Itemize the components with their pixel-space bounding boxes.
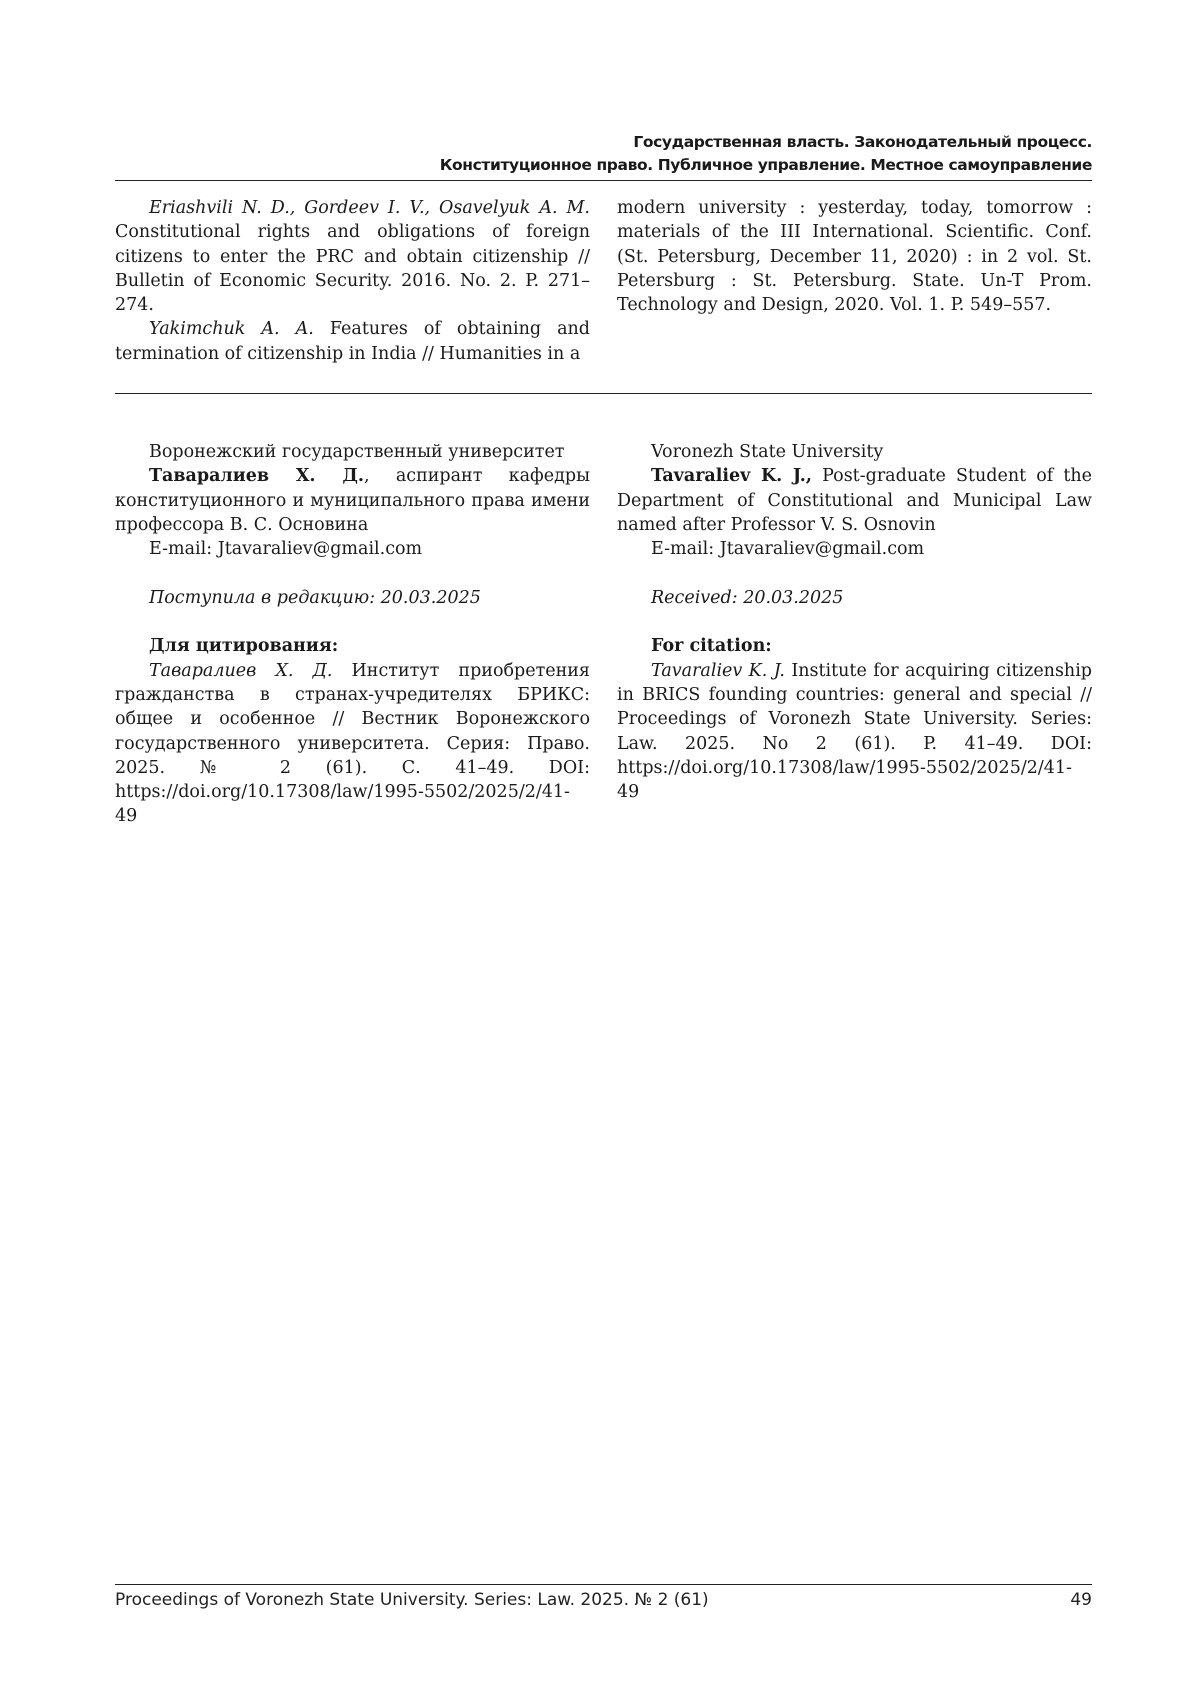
author-position: Post-graduate Student of the Department of Constitutional and Municipal Law named after Professor V. S. Osnovin [617,466,1092,535]
reference-authors: Yakimchuk A. A. [149,319,314,339]
reference-text: Features of obtaining and termination of citizenship in India // Humanities in a [115,319,590,363]
footer-rule [115,1584,1092,1585]
citation-heading: For citation: [617,634,1092,658]
header-rule [115,180,1092,181]
author-position: , аспирант кафедры конституционного и муниципального права имени профессора В. С. Основина [115,466,590,535]
university-name: Воронежский государственный университет [115,440,590,464]
citation-author: Tavaraliev K. J. [651,661,785,681]
citation-heading: Для цитирования: [115,634,590,658]
reference-item [115,196,590,317]
page-footer [115,1588,1092,1612]
received-date: Поступила в редакцию: 20.03.2025 [115,586,590,610]
received-date: Received: 20.03.2025 [617,586,1092,610]
running-head [115,131,1092,177]
references-right-column [617,196,1092,317]
author-name: Tavaraliev K. J., [651,466,812,486]
author-info-ru [115,440,590,829]
university-name: Voronezh State University [617,440,1092,464]
author-email: E-mail: Jtavaraliev@gmail.com [617,537,1092,561]
author-details [617,464,1092,537]
citation-text: Таваралиев Х. Д. Институт приобретения гражданства в странах-учредителях БРИКС: общее и особенное // Вестник Воронежского государственного университета. Серия: Право. 2025. № 2 (61). С. 41–49. DOI: https://doi.org/10.17308/law/1995-5502/2025/2/41-49 [115,659,590,829]
reference-authors: Eriashvili N. D., Gordeev I. V., Osavelyuk A. M. [149,198,590,218]
references-left-column [115,196,590,366]
running-head-line2: Конституционное право. Публичное управление. Местное самоуправление [115,154,1092,177]
author-email: E-mail: Jtavaraliev@gmail.com [115,537,590,561]
reference-item [115,317,590,366]
section-rule [115,393,1092,394]
page-number: 49 [1070,1588,1092,1612]
reference-continuation: modern university : yesterday, today, tomorrow : materials of the III International. Scientific. Conf. (St. Petersburg, December 11, 2020) : in 2 vol. St. Petersburg : St. Petersburg. State. Un-T Prom. Technology and Design, 2020. Vol. 1. P. 549–557. [617,196,1092,317]
running-head-line1: Государственная власть. Законодательный процесс. [115,131,1092,154]
journal-title: Proceedings of Voronezh State University. Series: Law. 2025. № 2 (61) [115,1588,709,1612]
author-name: Таваралиев Х. Д. [149,466,364,486]
citation-text: Tavaraliev K. J. Institute for acquiring citizenship in BRICS founding countries: general and special // Proceedings of Voronezh State University. Series: Law. 2025. No 2 (61). P. 41–49. DOI: https://doi.org/10.17308/law/1995-5502/2025/2/41-49 [617,659,1092,805]
citation-author: Таваралиев Х. Д. [149,661,332,681]
reference-text: Constitutional rights and obligations of foreign citizens to enter the PRC and obtain citizenship // Bulletin of Economic Security. 2016. No. 2. P. 271–274. [115,222,590,315]
author-details [115,464,590,537]
author-info-en [617,440,1092,804]
